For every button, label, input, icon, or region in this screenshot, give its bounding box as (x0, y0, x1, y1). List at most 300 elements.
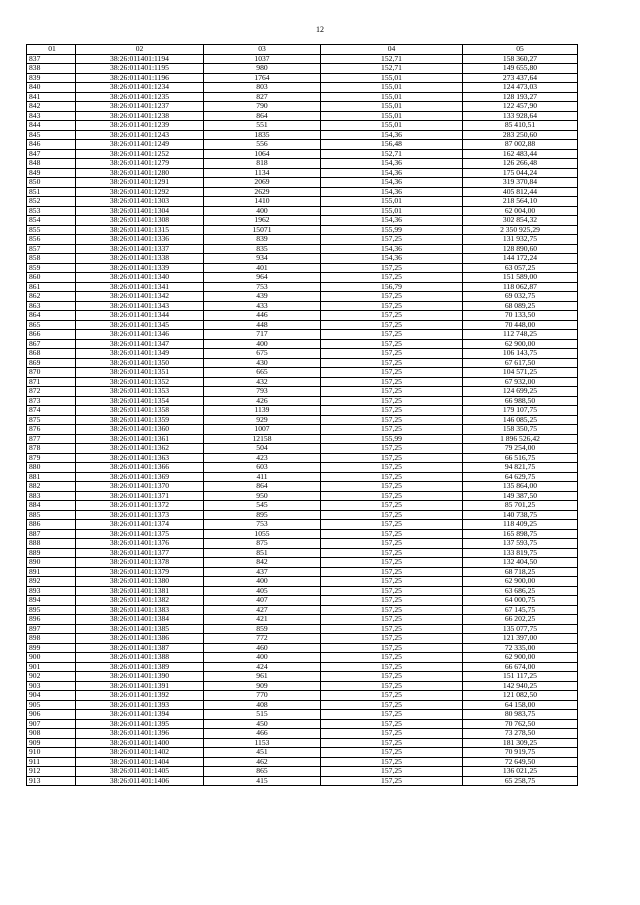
table-row (27, 681, 578, 691)
row-number-cell: 912 (27, 767, 76, 777)
table-row (27, 73, 578, 83)
unit-value-cell: 155,01 (321, 197, 463, 207)
table-row (27, 482, 578, 492)
unit-value-cell: 157,25 (321, 710, 463, 720)
cadastral-number-cell: 38:26:011401:1341 (76, 282, 204, 292)
cadastral-number-cell: 38:26:011401:1383 (76, 605, 204, 615)
cadastral-number-cell: 38:26:011401:1280 (76, 168, 204, 178)
cadastral-value-cell: 158 350,75 (463, 425, 578, 435)
cadastral-number-cell: 38:26:011401:1405 (76, 767, 204, 777)
cadastral-value-cell: 87 002,88 (463, 140, 578, 150)
row-number-cell: 841 (27, 92, 76, 102)
unit-value-cell: 157,25 (321, 719, 463, 729)
cadastral-value-cell: 162 483,44 (463, 149, 578, 159)
cadastral-number-cell: 38:26:011401:1194 (76, 54, 204, 64)
unit-value-cell: 156,79 (321, 282, 463, 292)
area-cell: 864 (204, 111, 321, 121)
unit-value-cell: 154,36 (321, 178, 463, 188)
cadastral-number-cell: 38:26:011401:1374 (76, 520, 204, 530)
cadastral-value-cell: 128 890,60 (463, 244, 578, 254)
row-number-cell: 885 (27, 510, 76, 520)
unit-value-cell: 157,25 (321, 624, 463, 634)
row-number-cell: 894 (27, 596, 76, 606)
table-row (27, 577, 578, 587)
area-cell: 1055 (204, 529, 321, 539)
table-row (27, 491, 578, 501)
cadastral-value-cell: 132 404,50 (463, 558, 578, 568)
unit-value-cell: 157,25 (321, 615, 463, 625)
row-number-cell: 893 (27, 586, 76, 596)
row-number-cell: 892 (27, 577, 76, 587)
row-number-cell: 890 (27, 558, 76, 568)
cadastral-value-cell: 136 021,25 (463, 767, 578, 777)
area-cell: 753 (204, 520, 321, 530)
row-number-cell: 874 (27, 406, 76, 416)
row-number-cell: 861 (27, 282, 76, 292)
cadastral-number-cell: 38:26:011401:1388 (76, 653, 204, 663)
cadastral-value-cell: 283 250,60 (463, 130, 578, 140)
row-number-cell: 876 (27, 425, 76, 435)
cadastral-number-cell: 38:26:011401:1389 (76, 662, 204, 672)
cadastral-number-cell: 38:26:011401:1402 (76, 748, 204, 758)
row-number-cell: 895 (27, 605, 76, 615)
cadastral-number-cell: 38:26:011401:1303 (76, 197, 204, 207)
row-number-cell: 881 (27, 472, 76, 482)
area-cell: 950 (204, 491, 321, 501)
area-cell: 934 (204, 254, 321, 264)
cadastral-value-cell: 165 898,75 (463, 529, 578, 539)
area-cell: 400 (204, 339, 321, 349)
table-row (27, 710, 578, 720)
area-cell: 415 (204, 776, 321, 786)
table-row (27, 235, 578, 245)
row-number-cell: 900 (27, 653, 76, 663)
area-cell: 839 (204, 235, 321, 245)
cadastral-number-cell: 38:26:011401:1349 (76, 349, 204, 359)
unit-value-cell: 154,36 (321, 216, 463, 226)
cadastral-number-cell: 38:26:011401:1358 (76, 406, 204, 416)
row-number-cell: 905 (27, 700, 76, 710)
cadastral-value-cell: 65 258,75 (463, 776, 578, 786)
area-cell: 400 (204, 206, 321, 216)
cadastral-number-cell: 38:26:011401:1237 (76, 102, 204, 112)
table-row (27, 472, 578, 482)
row-number-cell: 911 (27, 757, 76, 767)
cadastral-number-cell: 38:26:011401:1351 (76, 368, 204, 378)
unit-value-cell: 157,25 (321, 510, 463, 520)
unit-value-cell: 157,25 (321, 387, 463, 397)
cadastral-value-cell: 133 819,75 (463, 548, 578, 558)
row-number-cell: 853 (27, 206, 76, 216)
cadastral-value-cell: 128 193,27 (463, 92, 578, 102)
table-row (27, 159, 578, 169)
cadastral-value-cell: 137 593,75 (463, 539, 578, 549)
cadastral-number-cell: 38:26:011401:1338 (76, 254, 204, 264)
row-number-cell: 909 (27, 738, 76, 748)
row-number-cell: 887 (27, 529, 76, 539)
cadastral-value-cell: 218 564,10 (463, 197, 578, 207)
area-cell: 770 (204, 691, 321, 701)
row-number-cell: 897 (27, 624, 76, 634)
area-cell: 426 (204, 396, 321, 406)
unit-value-cell: 154,36 (321, 159, 463, 169)
area-cell: 980 (204, 64, 321, 74)
cadastral-number-cell: 38:26:011401:1361 (76, 434, 204, 444)
table-row (27, 339, 578, 349)
cadastral-value-cell: 126 266,48 (463, 159, 578, 169)
unit-value-cell: 157,25 (321, 748, 463, 758)
cadastral-value-cell: 64 158,00 (463, 700, 578, 710)
unit-value-cell: 157,25 (321, 491, 463, 501)
unit-value-cell: 157,25 (321, 396, 463, 406)
row-number-cell: 865 (27, 320, 76, 330)
row-number-cell: 904 (27, 691, 76, 701)
unit-value-cell: 154,36 (321, 168, 463, 178)
row-number-cell: 879 (27, 453, 76, 463)
cadastral-value-cell: 73 278,50 (463, 729, 578, 739)
area-cell: 545 (204, 501, 321, 511)
row-number-cell: 862 (27, 292, 76, 302)
cadastral-value-cell: 175 044,24 (463, 168, 578, 178)
table-row (27, 140, 578, 150)
unit-value-cell: 157,25 (321, 358, 463, 368)
row-number-cell: 848 (27, 159, 76, 169)
cadastral-number-cell: 38:26:011401:1291 (76, 178, 204, 188)
cadastral-number-cell: 38:26:011401:1342 (76, 292, 204, 302)
area-cell: 864 (204, 482, 321, 492)
cadastral-value-cell: 118 062,87 (463, 282, 578, 292)
cadastral-value-cell: 104 571,25 (463, 368, 578, 378)
cadastral-number-cell: 38:26:011401:1385 (76, 624, 204, 634)
cadastral-value-cell: 62 004,00 (463, 206, 578, 216)
unit-value-cell: 155,01 (321, 92, 463, 102)
table-row (27, 330, 578, 340)
row-number-cell: 903 (27, 681, 76, 691)
area-cell: 603 (204, 463, 321, 473)
unit-value-cell: 157,25 (321, 738, 463, 748)
area-cell: 466 (204, 729, 321, 739)
table-row (27, 615, 578, 625)
table-row (27, 539, 578, 549)
row-number-cell: 839 (27, 73, 76, 83)
unit-value-cell: 157,25 (321, 292, 463, 302)
cadastral-value-cell: 149 655,80 (463, 64, 578, 74)
cadastral-number-cell: 38:26:011401:1360 (76, 425, 204, 435)
table-row (27, 567, 578, 577)
table-row (27, 700, 578, 710)
cadastral-value-cell: 67 617,50 (463, 358, 578, 368)
table-row (27, 387, 578, 397)
cadastral-number-cell: 38:26:011401:1292 (76, 187, 204, 197)
row-number-cell: 842 (27, 102, 76, 112)
area-cell: 875 (204, 539, 321, 549)
row-number-cell: 850 (27, 178, 76, 188)
area-cell: 430 (204, 358, 321, 368)
cadastral-number-cell: 38:26:011401:1336 (76, 235, 204, 245)
row-number-cell: 906 (27, 710, 76, 720)
unit-value-cell: 154,36 (321, 130, 463, 140)
table-row (27, 263, 578, 273)
row-number-cell: 878 (27, 444, 76, 454)
cadastral-number-cell: 38:26:011401:1375 (76, 529, 204, 539)
row-number-cell: 871 (27, 377, 76, 387)
cadastral-number-cell: 38:26:011401:1382 (76, 596, 204, 606)
cadastral-number-cell: 38:26:011401:1393 (76, 700, 204, 710)
unit-value-cell: 157,25 (321, 643, 463, 653)
column-header-04: 04 (321, 45, 463, 55)
cadastral-number-cell: 38:26:011401:1395 (76, 719, 204, 729)
row-number-cell: 877 (27, 434, 76, 444)
table-row (27, 273, 578, 283)
table-row (27, 729, 578, 739)
cadastral-value-cell: 70 448,00 (463, 320, 578, 330)
cadastral-number-cell: 38:26:011401:1378 (76, 558, 204, 568)
cadastral-number-cell: 38:26:011401:1396 (76, 729, 204, 739)
table-row (27, 311, 578, 321)
unit-value-cell: 157,25 (321, 529, 463, 539)
table-row (27, 596, 578, 606)
unit-value-cell: 157,25 (321, 482, 463, 492)
area-cell: 400 (204, 577, 321, 587)
area-cell: 2069 (204, 178, 321, 188)
cadastral-number-cell: 38:26:011401:1369 (76, 472, 204, 482)
unit-value-cell: 157,25 (321, 472, 463, 482)
cadastral-number-cell: 38:26:011401:1343 (76, 301, 204, 311)
unit-value-cell: 154,36 (321, 244, 463, 254)
row-number-cell: 847 (27, 149, 76, 159)
table-row (27, 776, 578, 786)
unit-value-cell: 154,36 (321, 254, 463, 264)
area-cell: 1064 (204, 149, 321, 159)
cadastral-value-cell: 121 397,00 (463, 634, 578, 644)
table-row (27, 282, 578, 292)
unit-value-cell: 157,25 (321, 767, 463, 777)
area-cell: 427 (204, 605, 321, 615)
row-number-cell: 845 (27, 130, 76, 140)
table-row (27, 510, 578, 520)
cadastral-value-cell: 121 082,50 (463, 691, 578, 701)
cadastral-value-cell: 181 309,25 (463, 738, 578, 748)
cadastral-number-cell: 38:26:011401:1381 (76, 586, 204, 596)
area-cell: 446 (204, 311, 321, 321)
cadastral-value-cell: 66 988,50 (463, 396, 578, 406)
unit-value-cell: 157,25 (321, 634, 463, 644)
cadastral-value-cell: 179 107,75 (463, 406, 578, 416)
unit-value-cell: 157,25 (321, 377, 463, 387)
cadastral-number-cell: 38:26:011401:1379 (76, 567, 204, 577)
unit-value-cell: 157,25 (321, 729, 463, 739)
area-cell: 448 (204, 320, 321, 330)
table-row (27, 520, 578, 530)
cadastral-number-cell: 38:26:011401:1392 (76, 691, 204, 701)
row-number-cell: 843 (27, 111, 76, 121)
area-cell: 964 (204, 273, 321, 283)
cadastral-value-cell: 63 057,25 (463, 263, 578, 273)
table-row (27, 634, 578, 644)
cadastral-value-cell: 2 350 925,29 (463, 225, 578, 235)
area-cell: 827 (204, 92, 321, 102)
cadastral-number-cell: 38:26:011401:1371 (76, 491, 204, 501)
row-number-cell: 880 (27, 463, 76, 473)
unit-value-cell: 157,25 (321, 596, 463, 606)
area-cell: 790 (204, 102, 321, 112)
unit-value-cell: 155,01 (321, 111, 463, 121)
cadastral-number-cell: 38:26:011401:1347 (76, 339, 204, 349)
cadastral-number-cell: 38:26:011401:1239 (76, 121, 204, 131)
table-row (27, 444, 578, 454)
table-row (27, 453, 578, 463)
row-number-cell: 869 (27, 358, 76, 368)
row-number-cell: 902 (27, 672, 76, 682)
table-row (27, 586, 578, 596)
cadastral-value-cell: 68 718,25 (463, 567, 578, 577)
cadastral-number-cell: 38:26:011401:1391 (76, 681, 204, 691)
cadastral-number-cell: 38:26:011401:1249 (76, 140, 204, 150)
table-row (27, 254, 578, 264)
cadastral-number-cell: 38:26:011401:1235 (76, 92, 204, 102)
row-number-cell: 864 (27, 311, 76, 321)
unit-value-cell: 157,25 (321, 273, 463, 283)
unit-value-cell: 155,01 (321, 83, 463, 93)
cadastral-number-cell: 38:26:011401:1337 (76, 244, 204, 254)
cadastral-value-cell: 118 409,25 (463, 520, 578, 530)
area-cell: 551 (204, 121, 321, 131)
unit-value-cell: 157,25 (321, 263, 463, 273)
cadastral-value-cell: 85 410,51 (463, 121, 578, 131)
cadastral-number-cell: 38:26:011401:1380 (76, 577, 204, 587)
unit-value-cell: 157,25 (321, 463, 463, 473)
table-row (27, 624, 578, 634)
area-cell: 407 (204, 596, 321, 606)
area-cell: 1835 (204, 130, 321, 140)
cadastral-value-cell: 273 437,64 (463, 73, 578, 83)
cadastral-value-cell: 72 649,50 (463, 757, 578, 767)
cadastral-value-cell: 106 143,75 (463, 349, 578, 359)
cadastral-number-cell: 38:26:011401:1339 (76, 263, 204, 273)
cadastral-number-cell: 38:26:011401:1384 (76, 615, 204, 625)
cadastral-value-cell: 135 864,00 (463, 482, 578, 492)
column-header-05: 05 (463, 45, 578, 55)
area-cell: 1764 (204, 73, 321, 83)
cadastral-number-cell: 38:26:011401:1363 (76, 453, 204, 463)
area-cell: 753 (204, 282, 321, 292)
row-number-cell: 858 (27, 254, 76, 264)
unit-value-cell: 157,25 (321, 567, 463, 577)
table-row (27, 349, 578, 359)
area-cell: 909 (204, 681, 321, 691)
row-number-cell: 888 (27, 539, 76, 549)
cadastral-number-cell: 38:26:011401:1362 (76, 444, 204, 454)
unit-value-cell: 157,25 (321, 662, 463, 672)
row-number-cell: 907 (27, 719, 76, 729)
unit-value-cell: 157,25 (321, 577, 463, 587)
unit-value-cell: 155,99 (321, 434, 463, 444)
row-number-cell: 886 (27, 520, 76, 530)
cadastral-number-cell: 38:26:011401:1373 (76, 510, 204, 520)
area-cell: 1153 (204, 738, 321, 748)
unit-value-cell: 157,25 (321, 406, 463, 416)
table-row (27, 244, 578, 254)
cadastral-value-cell: 62 900,00 (463, 653, 578, 663)
unit-value-cell: 157,25 (321, 368, 463, 378)
unit-value-cell: 152,71 (321, 149, 463, 159)
column-header-01: 01 (27, 45, 76, 55)
table-header-row (27, 45, 578, 55)
cadastral-number-cell: 38:26:011401:1234 (76, 83, 204, 93)
unit-value-cell: 155,99 (321, 225, 463, 235)
cadastral-number-cell: 38:26:011401:1370 (76, 482, 204, 492)
cadastral-value-cell: 146 085,25 (463, 415, 578, 425)
unit-value-cell: 157,25 (321, 653, 463, 663)
row-number-cell: 844 (27, 121, 76, 131)
row-number-cell: 859 (27, 263, 76, 273)
area-cell: 423 (204, 453, 321, 463)
table-row (27, 605, 578, 615)
cadastral-number-cell: 38:26:011401:1252 (76, 149, 204, 159)
table-row (27, 187, 578, 197)
row-number-cell: 846 (27, 140, 76, 150)
row-number-cell: 901 (27, 662, 76, 672)
area-cell: 15071 (204, 225, 321, 235)
area-cell: 859 (204, 624, 321, 634)
cadastral-value-cell: 124 699,25 (463, 387, 578, 397)
area-cell: 400 (204, 653, 321, 663)
table-row (27, 662, 578, 672)
cadastral-value-cell: 67 932,00 (463, 377, 578, 387)
table-row (27, 368, 578, 378)
unit-value-cell: 157,25 (321, 339, 463, 349)
cadastral-value-cell: 66 202,25 (463, 615, 578, 625)
area-cell: 675 (204, 349, 321, 359)
cadastral-value-cell: 319 370,84 (463, 178, 578, 188)
area-cell: 1007 (204, 425, 321, 435)
cadastral-value-cell: 72 335,00 (463, 643, 578, 653)
table-row (27, 396, 578, 406)
unit-value-cell: 155,01 (321, 121, 463, 131)
unit-value-cell: 152,71 (321, 54, 463, 64)
row-number-cell: 882 (27, 482, 76, 492)
row-number-cell: 855 (27, 225, 76, 235)
row-number-cell: 872 (27, 387, 76, 397)
row-number-cell: 866 (27, 330, 76, 340)
table-row (27, 83, 578, 93)
cadastral-value-cell: 133 928,64 (463, 111, 578, 121)
unit-value-cell: 157,25 (321, 605, 463, 615)
cadastral-value-cell: 140 738,75 (463, 510, 578, 520)
table-row (27, 548, 578, 558)
cadastral-value-cell: 64 000,75 (463, 596, 578, 606)
table-row (27, 377, 578, 387)
unit-value-cell: 157,25 (321, 672, 463, 682)
area-cell: 1962 (204, 216, 321, 226)
cadastral-value-cell: 69 032,75 (463, 292, 578, 302)
table-row (27, 206, 578, 216)
cadastral-value-cell: 144 172,24 (463, 254, 578, 264)
area-cell: 772 (204, 634, 321, 644)
cadastral-value-cell: 124 473,03 (463, 83, 578, 93)
area-cell: 424 (204, 662, 321, 672)
area-cell: 961 (204, 672, 321, 682)
area-cell: 460 (204, 643, 321, 653)
area-cell: 504 (204, 444, 321, 454)
table-row (27, 197, 578, 207)
row-number-cell: 898 (27, 634, 76, 644)
cadastral-number-cell: 38:26:011401:1238 (76, 111, 204, 121)
table-row (27, 149, 578, 159)
unit-value-cell: 157,25 (321, 558, 463, 568)
cadastral-number-cell: 38:26:011401:1340 (76, 273, 204, 283)
row-number-cell: 856 (27, 235, 76, 245)
